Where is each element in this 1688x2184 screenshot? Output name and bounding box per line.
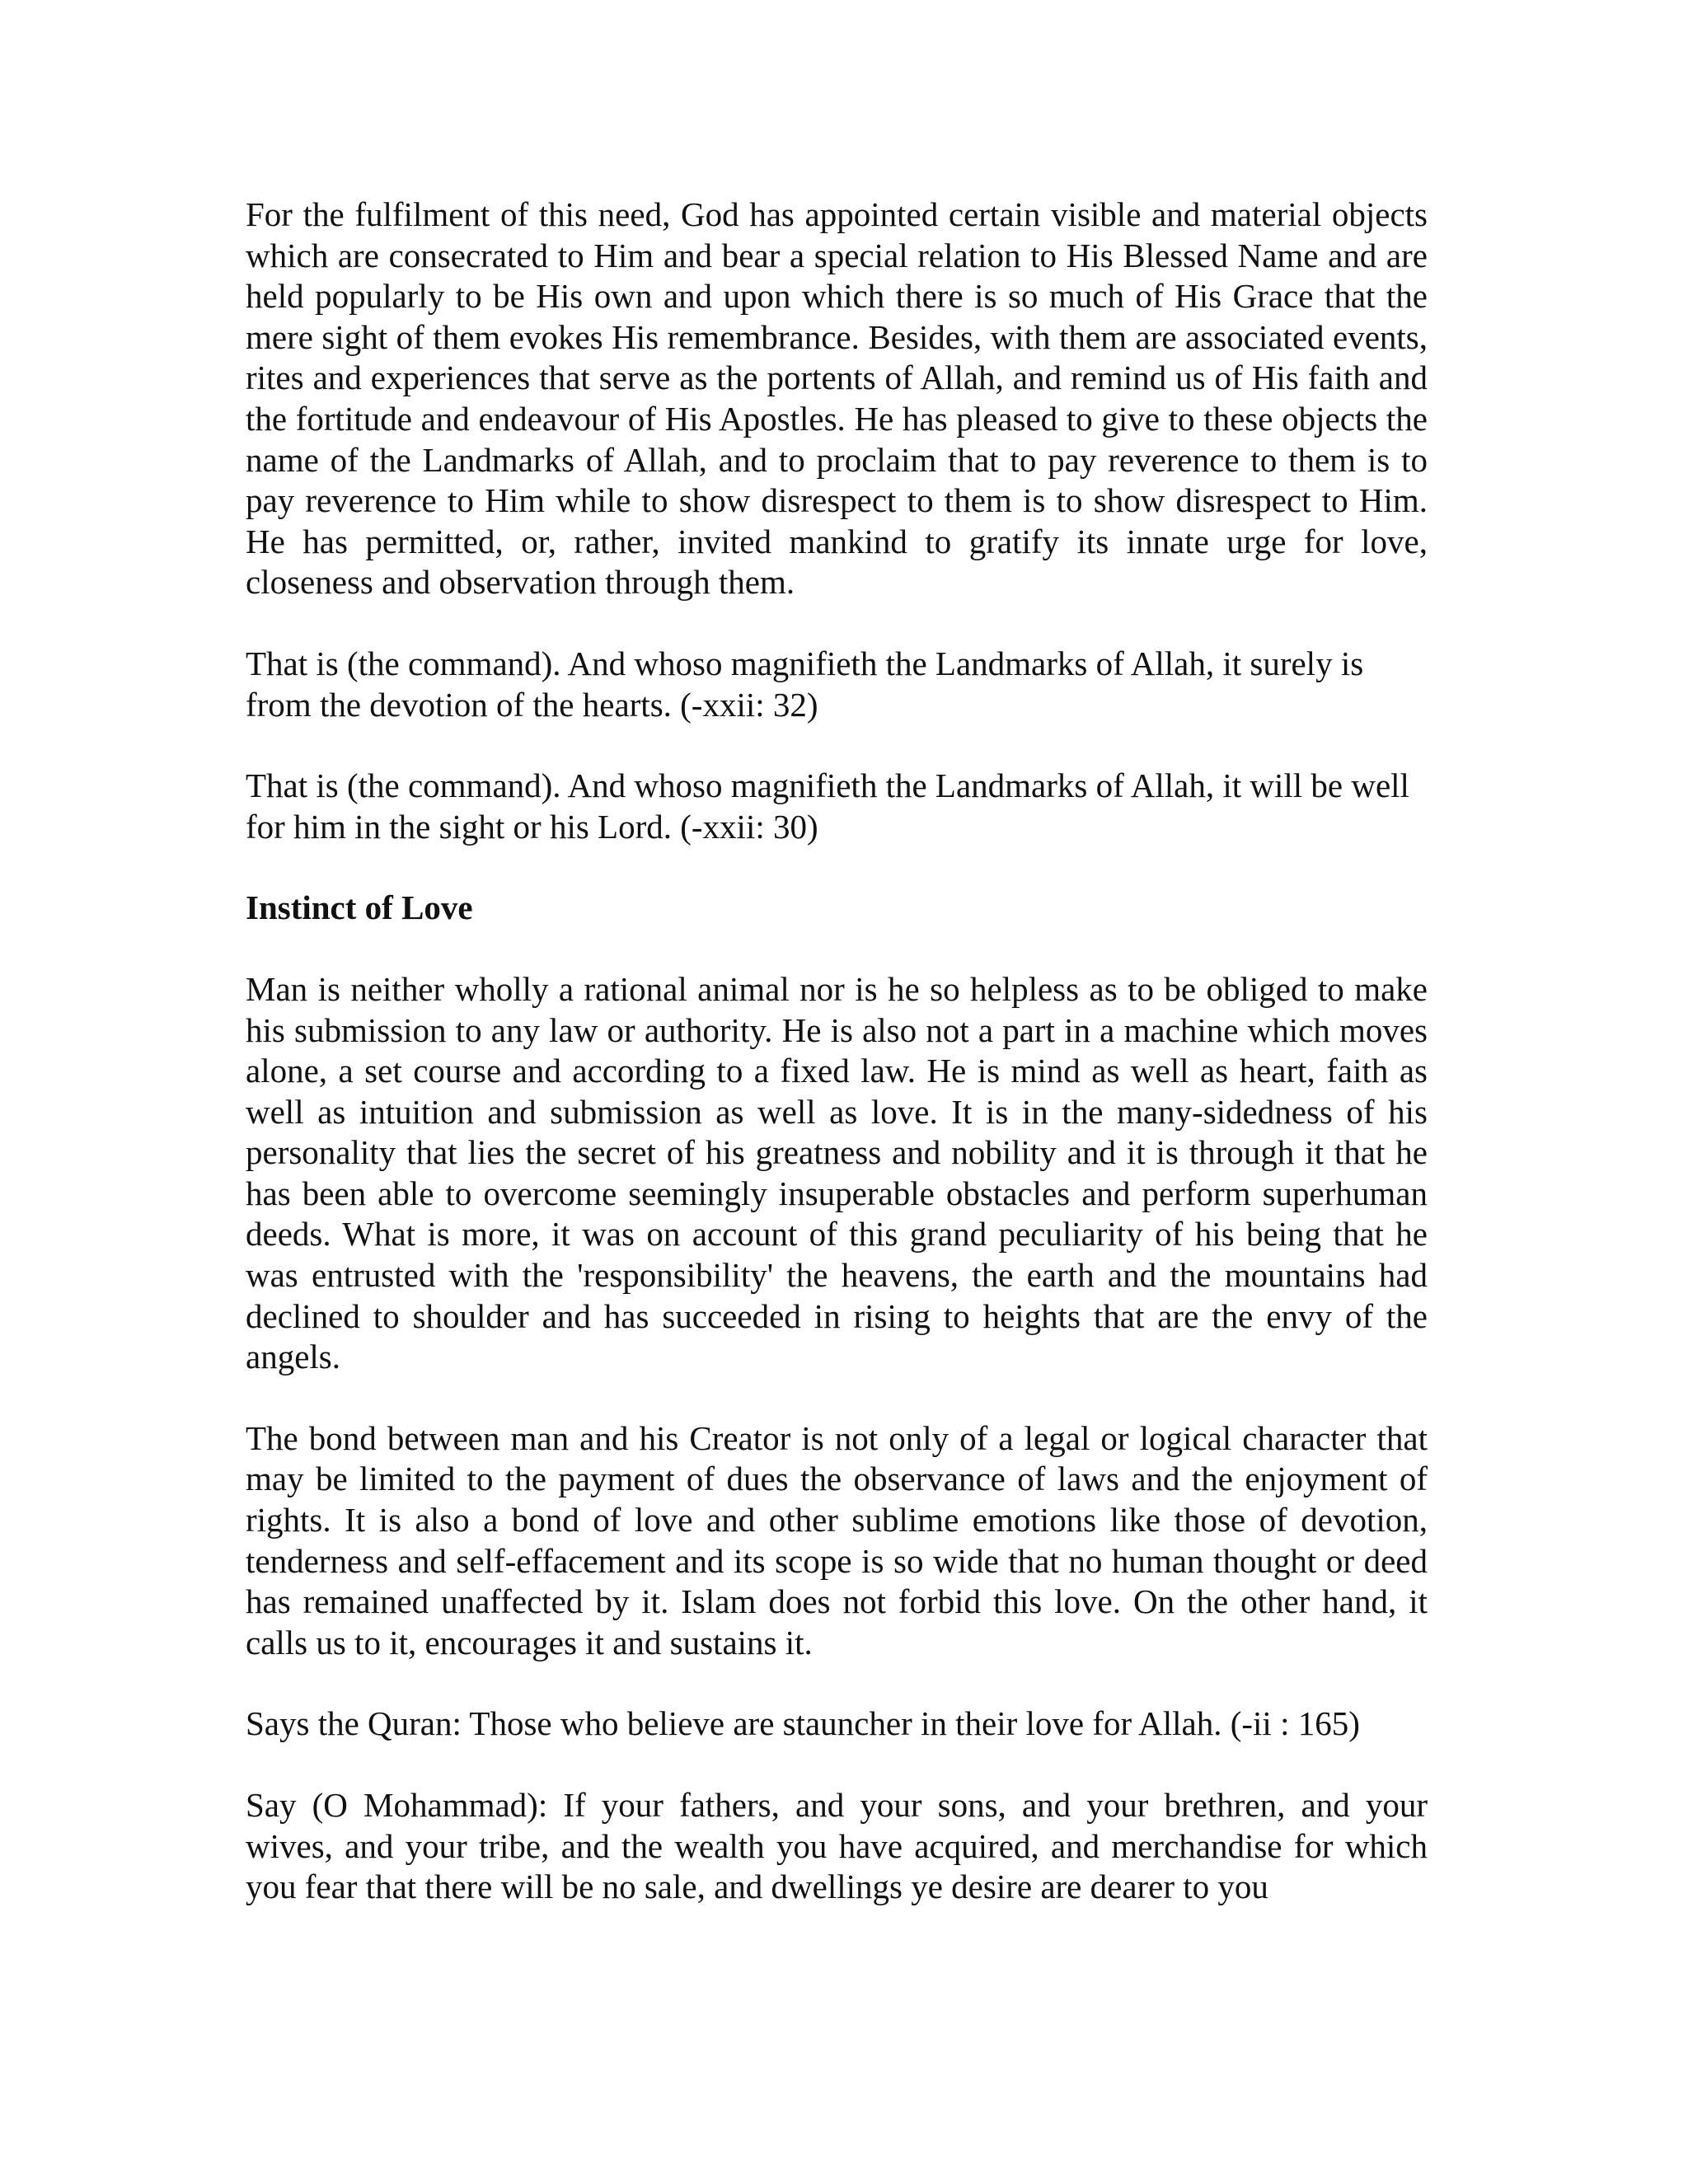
- paragraph-landmarks: For the fulfilment of this need, God has appointed certain visible and material objects which are consecrated to Him and bear a special relation to His Blessed Name and are held popularly to be His own and upon which there is so much of His Grace that the mere sight of them evokes His remembrance. Besides, with them are associated events, rites and experiences that serve as the portents of Allah, and remind us of His faith and the fortitude and endeavour of His Apostles. He has pleased to give to these objects the name of the Landmarks of Allah, and to proclaim that to pay reverence to them is to pay reverence to Him while to show disrespect to them is to show disrespect to Him. He has permitted, or, rather, invited mankind to gratify its innate urge for love, closeness and observation through them.: [246, 195, 1428, 602]
- quote-xxii-32: That is (the command). And whoso magnifieth the Landmarks of Allah, it surely is from the devotion of the hearts. (-xxii: 32): [246, 644, 1364, 724]
- quote-ii-165: Says the Quran: Those who believe are stauncher in their love for Allah. (-ii : 165): [246, 1704, 1360, 1743]
- quote-xxii-30: That is (the command). And whoso magnifieth the Landmarks of Allah, it will be well for him in the sight or his Lord. (-xxii: 30): [246, 766, 1409, 846]
- paragraph-man-nature: Man is neither wholly a rational animal nor is he so helpless as to be obliged to make his submission to any law or authority. He is also not a part in a machine which moves alone, a set course and according to a fixed law. He is mind as well as heart, faith as well as intuition and submission as well as love. It is in the many-sidedness of his personality that lies the secret of his greatness and nobility and it is through it that he has been able to overcome seemingly insuperable obstacles and perform superhuman deeds. What is more, it was on account of this grand peculiarity of his being that he was entrusted with the 'responsibility' the heavens, the earth and the mountains had declined to shoulder and has succeeded in rising to heights that are the envy of the angels.: [246, 969, 1428, 1376]
- document-page: [246, 194, 1428, 1948]
- paragraph-bond-creator: The bond between man and his Creator is not only of a legal or logical character that may be limited to the payment of dues the observance of laws and the enjoyment of rights. It is also a bond of love and other sublime emotions like those of devotion, tenderness and self-effacement and its scope is so wide that no human thought or deed has remained unaffected by it. Islam does not forbid this love. On the other hand, it calls us to it, encourages it and sustains it.: [246, 1418, 1428, 1661]
- section-heading: Instinct of Love: [246, 888, 473, 927]
- paragraph-say-mohammad: Say (O Mohammad): If your fathers, and your sons, and your brethren, and your wives, and your tribe, and the wealth you have acquired, and merchandise for which you fear that there will be no sale, and dwellings ye desire are dearer to you: [246, 1786, 1428, 1906]
